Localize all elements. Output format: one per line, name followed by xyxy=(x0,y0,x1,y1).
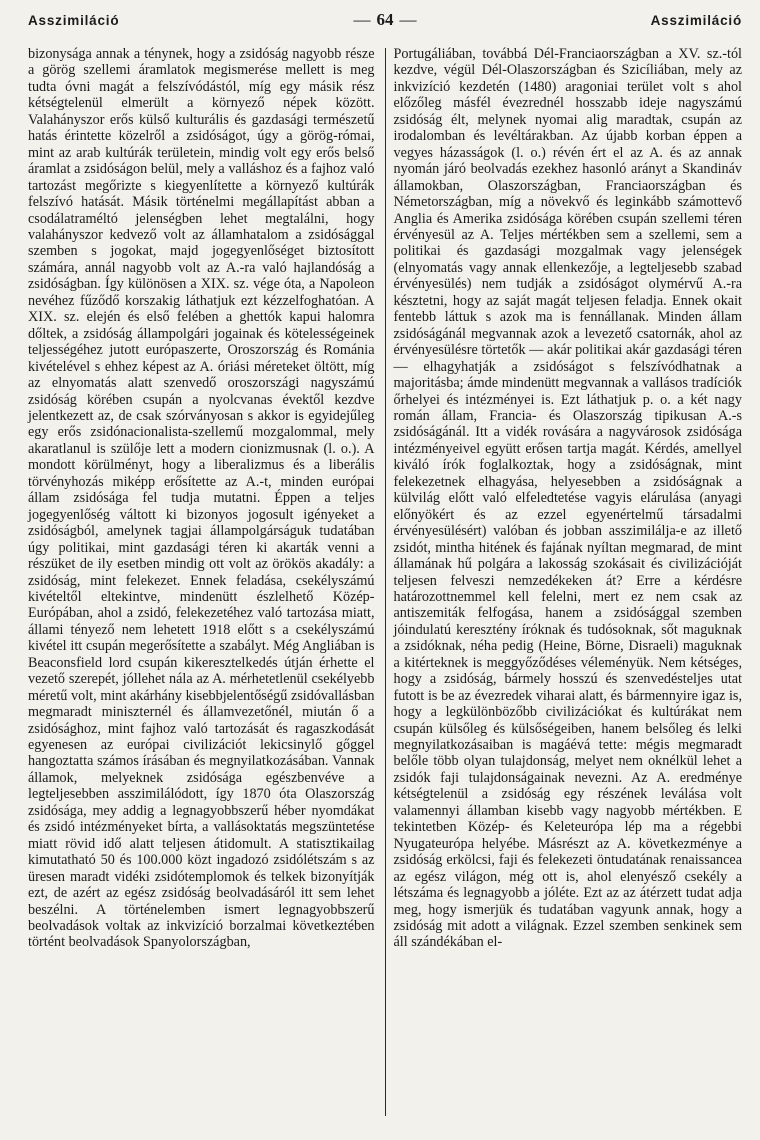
running-head-right: Asszimiláció xyxy=(650,13,742,28)
right-column-text: Portugáliában, továbbá Dél-Franciaországban a XV. sz.-tól kezdve, végül Dél-Olaszországban és Szicíliában, mely az inkvizíció kezdetén (1480) aragoniai terület volt s ahol előzőleg másfél évezrednél hosszabb ideje nagyszámú zsidóság élt, melynek nyomai alig maradtak, csupán az irodalomban és levéltárakban. Az újabb korban éppen a vegyes házasságok (l. o.) révén ért el az A. és az annak nyomán járó beolvadás ezekhez hasonló arányt a Skandináv államokban, Olaszországban, Franciaországban és Németországban, míg a növekvő és leginkább számottevő Anglia és Amerika zsidósága körében csupán szellemi téren érvényesül az A. Teljes mértékben sem a szellemi, sem a politikai és gazdasági mozgalmak vagy jelenségek (elnyomatás vagy annak ellenkezője, a legteljesebb szabad érvényesülés) nem tudják a zsidóságot olymérvű A.-ra késztetni, hogy az saját magát teljesen feladja. Ennek okait fentebb láttuk s azok ma is fennállanak. Minden állam zsidóságánál megvannak azok a levezető csatornák, ahol az érvényesülésre törtetők — akár politikai akár gazdasági téren — elhagyhatják a zsidóságot s felszívódhatnak a majoritásba; ámde mindenütt megvannak a vallásos tradíciók őrhelyei és intézményei is. Ezt láthatjuk p. o. a két nagy román állam, Francia- és Olaszország tipikusan A.-s zsidóságánál. Itt a vidék rovására a nagyvárosok zsidósága intézményeivel együtt erősen tartja magát. Kérdés, amellyel kiváló írók foglalkoztak, hogy a zsidóságnak, mint felekezetnek elhagyása, helyesebben a zsidóságnak a külvilág előtt való elfeledtetése vagyis elárulása (anyagi előnyökért és az ezzel egyenértelmű társadalmi érvényesülésért) valóban és jobban asszimilálja-e az illető zsidót, mintha hitének és fajának nyíltan megmarad, de mint államának hű polgára a lakosság szokásait és civilizációját teljesen felveszi nemzedékeken át? Erre a kérdésre határozottnemmel kell felelni, mert ez nem csak az antiszemiták felfogása, hanem a zsidósággal szemben jóindulatú keresztény íróknak és tudósoknak, sőt maguknak a zsidóknak, néha pedig (Heine, Börne, Disraeli) maguknak a kitérteknek is meggyőződéses véleményük. Nem kétséges, hogy a zsidóság, bármely hosszú és szenvedésteljes utat futott is be az évezredek viharai alatt, és bármennyire igaz is, hogy a legkülönbözőbb civilizációkat és kultúrákat nem csupán külsőleg és külsőségeiben, hanem belsőleg és lelki megnyilatkozásaiban is magáévá tette: mégis megmaradt belőle több olyan tulajdonság, melyet nem oknélkül lehet a zsidók faji tulajdonságainak nevezni. Az A. eredménye kétségtelenül a zsidóság egy részének leválása volt valamennyi államban kisebb vagy nagyobb mértékben. E tekintetben Közép- és Keleteurópa lép ma a régebbi Nyugateurópa helyébe. Másrészt az A. következménye a zsidóság erkölcsi, faji és felekezeti öntudatának renaissancea az egész világon, még ott is, ahol elenyésző csekély a létszáma és legnagyobb a jóléte. Ezt az az átérzett tudat adja meg, hogy ismerjük és tudatában vagyunk annak, hogy a zsidóság mit adott a világnak. Ezzel szemben senkinek sem áll szándékában el- xyxy=(393,46,742,951)
running-head xyxy=(28,10,742,32)
page-number-block xyxy=(348,10,423,30)
dash-left: — xyxy=(353,10,371,29)
running-head-left: Asszimiláció xyxy=(28,13,120,28)
right-column xyxy=(386,46,743,1116)
text-columns xyxy=(28,46,742,1116)
dash-right: — xyxy=(399,10,417,29)
left-column xyxy=(28,46,385,1116)
left-column-text: bizonysága annak a ténynek, hogy a zsidóság nagyobb része a görög szellemi áramlatok megismerése mellett is meg tudta óvni magát a felszívódástól, míg egy másik rész kétségtelenül elmerült a környező népek között. Valahányszor erős külső kulturális és gazdasági természetű hatás érintette közelről a zsidóságot, úgy a görög-római, mint az arab kultúrák területein, mindig volt egy erős belső áramlat a zsidóságon belül, mely a valláshoz és a fajhoz való tartozást megőrizte s kiegyenlítette a környező kultúrák felszívó hatását. Másik történelmi megállapítást abban a csodálatraméltó jelenségben lehet megtalálni, hogy valahányszor kedvező volt az államhatalom a zsidósággal szemben s jogokat, majd jogegyenlőséget biztosított számára, annál nagyobb volt az A.-ra való hajlandóság a zsidóságban. Így különösen a XIX. sz. vége óta, a Napoleon nevéhez fűződő korszakig láthatjuk ezt kézzelfoghatóan. A XIX. sz. elején és első felében a ghettók kapui halomra dőltek, a zsidóság állampolgári jogainak és kötelességeinek teljességéhez jutott európaszerte, Oroszország és Románia kivételével s ehhez képest az A. óriási méreteket öltött, míg az elnyomatás alatt szenvedő oroszországi nagyszámú zsidóság körében csupán a nyolcvanas évektől kezdve jelentkezett az, de csak szórványosan s akkor is egyidejűleg egy erős zsidónacionalista-szellemű mozgalommal, mely akaratlanul is szülője lett a modern cionizmusnak (l. o.). A mondott körülményt, hogy a liberalizmus és a liberális törvényhozás miképp erősítette az A.-t, minden európai állam zsidósága fel tudja mutatni. Éppen a teljes jogegyenlőség váltott ki bizonyos jogosult igényeket a zsidóságból, amelynek tagjai állampolgárságuk tudatában úgy politikai, mint gazdasági téren ki akarták venni a részüket de ily esetben mindig ott volt az örökös akadály: a zsidóság, mint felekezet. Ennek feladása, csekélyszámú kivételtől eltekintve, mindenütt észlelhető Közép-Európában, ahol a zsidó, felekezetéhez való tartozása miatt, állami tényező nem lehetett 1918 előtt s a csekélyszámú kivétel itt csupán megerősítette a szabályt. Még Angliában is Beaconsfield lord csupán kikeresztelkedés útján érhette el vezető szerepét, jóllehet nála az A. mérhetetlenül csekélyebb méretű volt, mint akárhány kisebbjelentőségű zsidóvallásban megmaradt miniszternél és államvezetőnél, miután ő a zsidósághoz, mint fajhoz való tartozását és ragaszkodását egyenesen az európai civilizációt lekicsinylő gőggel hangoztatta számos írásában és megnyilatkozásában. Vannak államok, melyeknek zsidósága egészbenvéve a legteljesebben asszimilálódott, így 1870 óta Olaszország zsidósága, mey addig a legnagyobbszerű héber nyomdákat és zsidó intézményeket bírta, a vallásoktatás megszüntetése miatt rövid idő alatt teljesen átidomult. A statisztikailag kimutatható 50 és 100.000 közt ingadozó zsidólétszám s az üresen maradt vidéki zsidótemplomok és telkek bizonyítják ezt, de azért az egész zsidóság beolvadásáról itt sem lehet beszélni. A történelemben ismert legnagyobbszerű beolvadások voltak az inkvizíció borzalmai következtében történt beolvadások Spanyolországban, xyxy=(28,46,375,951)
page-number: 64 xyxy=(376,10,394,29)
